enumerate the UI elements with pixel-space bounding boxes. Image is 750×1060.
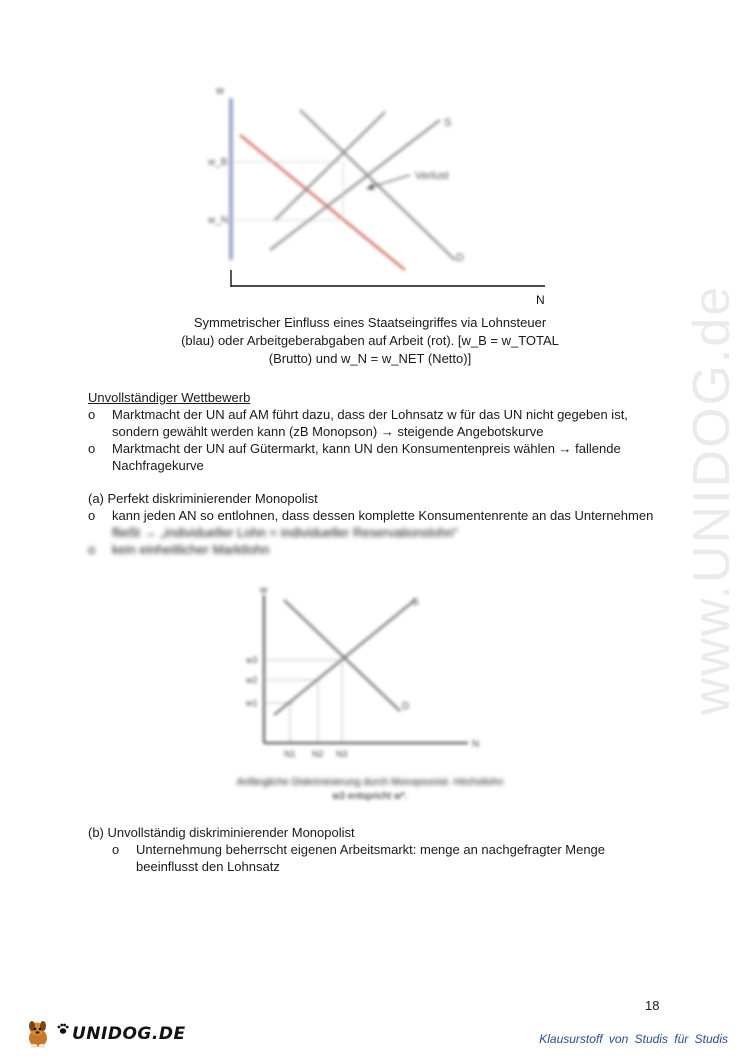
figure2-x-label: N [472, 739, 480, 750]
footer-tagline: Klausurstoff von Studis für Studis [539, 1032, 728, 1046]
figure1-tick-wn: w_N [208, 215, 229, 226]
bullet-symbol: o [88, 542, 96, 557]
list-item: o Marktmacht der UN auf Gütermarkt, kann UN den Konsumentenpreis wählen → fallende Nachfragekurve [88, 441, 621, 473]
figure1-tick-wb: w_B [208, 157, 228, 168]
section-incomplete-competition [88, 389, 688, 474]
logo-text: UNIDOG.DE [72, 1024, 186, 1044]
figure1-caption-line1: Symmetrischer Einfluss eines Staatseingriffes via Lohnsteuer [193, 315, 547, 330]
unidog-logo [24, 1018, 186, 1050]
section-perfect-monopolist [88, 490, 698, 558]
figure2-caption [200, 776, 540, 804]
section-heading: (b) Unvollständig diskriminierender Monopolist [88, 825, 355, 840]
figure2-caption-line1: Anfängliche Diskriminierung durch Monopsonist. Höchstlohn [236, 777, 504, 788]
page-number: 18 [645, 998, 660, 1013]
section-heading: (a) Perfekt diskriminierender Monopolist [88, 491, 318, 506]
dog-mascot-icon [24, 1018, 54, 1050]
list-item: o Marktmacht der UN auf AM führt dazu, dass der Lohnsatz w für das UN nicht gegeben ist, sondern gewählt werden kann (zB Monopson) → steigende Angebotskurve [88, 407, 628, 439]
figure1-loss-label: Verlust [415, 170, 449, 182]
figure2-tick-w1: w1 [246, 698, 258, 708]
figure1-caption-line2: (blau) oder Arbeitgeberabgaben auf Arbeit (rot). [w_B = w_TOTAL [181, 333, 559, 348]
figure1-caption-line3: (Brutto) und w_N = w_NET (Netto)] [268, 351, 472, 366]
list-item: o Unternehmung beherrscht eigenen Arbeitsmarkt: menge an nachgefragter Menge beeinflusst den Lohnsatz [112, 842, 606, 874]
figure-tax-effect [200, 80, 560, 310]
section-heading: Unvollständiger Wettbewerb [88, 390, 251, 405]
figure1-y-label: w [216, 85, 224, 97]
watermark-text: www.UNIDOG.de [683, 284, 741, 716]
list-item: o kann jeden AN so entlohnen, dass dessen komplette Konsumentenrente an das Unternehmen fließt → „individueller Lohn = individueller Reservationslohn“ [88, 508, 654, 540]
list-item: o kein einheitlicher Marktlohn [88, 542, 270, 557]
figure1-red-curve [240, 135, 405, 270]
bullet-symbol: o [112, 842, 120, 857]
bullet-symbol: o [88, 441, 96, 456]
figure2-tick-n1: N1 [284, 749, 296, 759]
figure2-d-label: D [402, 701, 410, 712]
figure2-tick-w2: w2 [246, 675, 258, 685]
figure2-caption-line2: w3 entspricht w*. [332, 791, 408, 802]
bullet-symbol: o [88, 407, 96, 422]
figure2-s-label: S [412, 597, 419, 608]
figure1-caption [160, 314, 580, 368]
figure2-tick-n2: N2 [312, 749, 324, 759]
section-imperfect-monopolist [88, 824, 698, 875]
figure2-tick-n3: N3 [336, 749, 348, 759]
figure2-tick-w3: w3 [246, 655, 258, 665]
bullet-symbol: o [88, 508, 96, 523]
figure1-s-label: S [444, 117, 452, 129]
paw-icon [56, 1022, 70, 1036]
figure1-supply-curve [270, 120, 440, 250]
figure-monopsony [240, 585, 490, 770]
figure2-demand-curve [284, 600, 400, 711]
figure1-x-label: N [536, 293, 545, 307]
figure1-d-label: D [456, 252, 464, 264]
figure2-y-label: w [260, 585, 268, 596]
